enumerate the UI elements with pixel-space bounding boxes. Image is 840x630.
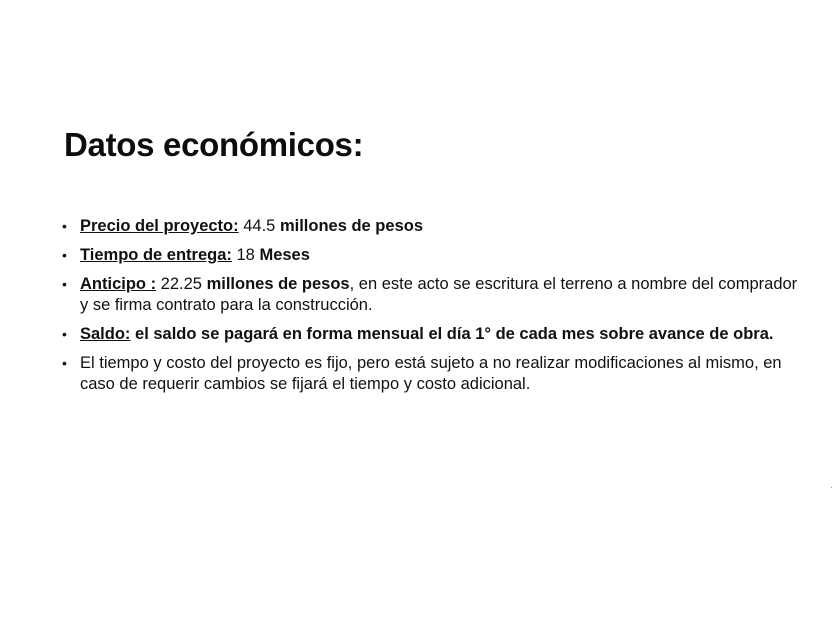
item-unit: millones de pesos bbox=[279, 217, 423, 235]
bullet-icon: • bbox=[62, 247, 67, 263]
item-unit: Meses bbox=[259, 246, 310, 264]
item-value: 44.5 bbox=[243, 217, 276, 235]
item-label: Tiempo de entrega: bbox=[80, 246, 232, 264]
list-item-condiciones bbox=[62, 353, 802, 395]
bullet-list bbox=[62, 216, 802, 403]
bullet-icon: • bbox=[62, 276, 67, 292]
item-text: el saldo se pagará en forma mensual el día 1° de cada mes sobre avance de obra. bbox=[135, 325, 774, 343]
bullet-icon: • bbox=[62, 218, 67, 234]
list-item-anticipo bbox=[62, 274, 802, 316]
item-label: Precio del proyecto: bbox=[80, 217, 239, 235]
item-value: 22.25 bbox=[160, 275, 202, 293]
list-item-precio bbox=[62, 216, 802, 237]
stray-dot bbox=[831, 487, 832, 488]
list-item-tiempo bbox=[62, 245, 802, 266]
item-label: Saldo: bbox=[80, 325, 131, 343]
item-text: , en este acto se escritura el terreno a nombre del comprador y se firma contrato para la construcción. bbox=[80, 275, 798, 314]
bullet-icon: • bbox=[62, 326, 67, 342]
list-item-saldo bbox=[62, 324, 802, 345]
item-label: Anticipo : bbox=[80, 275, 157, 293]
item-text: El tiempo y costo del proyecto es fijo, pero está sujeto a no realizar modificaciones al mismo, en caso de requerir cambios se fijará el tiempo y costo adicional. bbox=[80, 354, 782, 393]
slide-title: Datos económicos: bbox=[64, 126, 364, 163]
bullet-icon: • bbox=[62, 355, 67, 371]
item-unit: millones de pesos bbox=[206, 275, 350, 293]
item-value: 18 bbox=[236, 246, 255, 264]
